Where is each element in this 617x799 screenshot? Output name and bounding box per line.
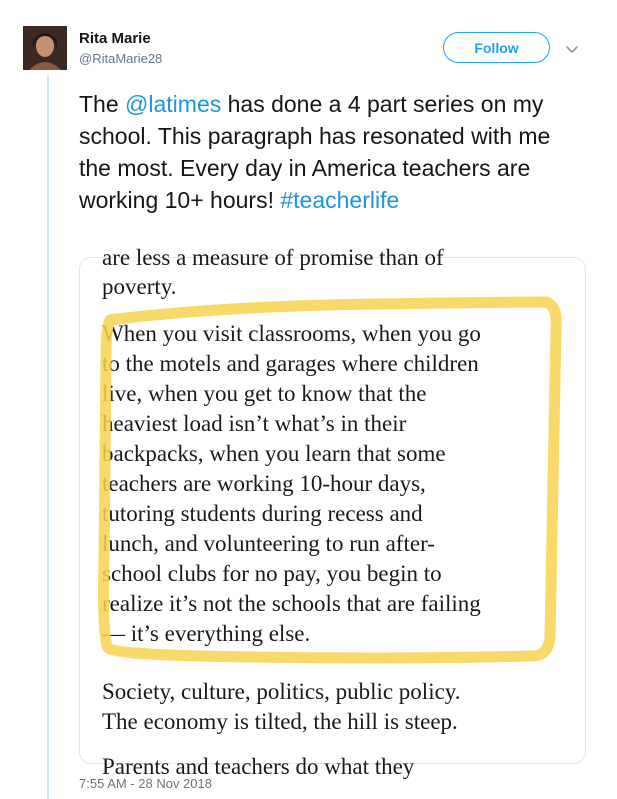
paragraph-line: Society, culture, politics, public policy. (102, 679, 461, 704)
user-handle[interactable]: @RitaMarie28 (79, 51, 163, 66)
paragraph-line: The economy is tilted, the hill is steep. (102, 709, 458, 734)
highlighted-paragraph (102, 319, 572, 649)
paragraph-line: school clubs for no pay, you begin to (102, 561, 442, 586)
paragraph-line: live, when you get to know that the (102, 381, 427, 406)
follow-button[interactable]: Follow (443, 32, 550, 63)
tweet-image[interactable] (79, 245, 586, 779)
paragraph-line: to the motels and garages where children (102, 351, 479, 376)
tweet-text-part: has done a 4 part series on my school. This paragraph has resonated with me the most. Every day in America teachers are working 10+ hours! (79, 91, 551, 213)
tweet-text-part: The (79, 91, 126, 117)
avatar[interactable] (23, 26, 67, 70)
next-paragraph (102, 677, 572, 737)
cut-top-line: are less a measure of promise than of (102, 245, 444, 270)
hashtag-link[interactable]: #teacherlife (280, 187, 400, 213)
paragraph-line: backpacks, when you learn that some (102, 441, 446, 466)
cut-bottom-line: Parents and teachers do what they (102, 754, 415, 779)
timestamp[interactable]: 7:55 AM - 28 Nov 2018 (79, 776, 212, 791)
mention-link[interactable]: @latimes (125, 91, 222, 117)
user-name[interactable]: Rita Marie (79, 30, 151, 47)
paragraph-line: tutoring students during recess and (102, 501, 423, 526)
tweet-text (79, 88, 579, 216)
paragraph-line: lunch, and volunteering to run after- (102, 531, 435, 556)
paragraph-line: When you visit classrooms, when you go (102, 321, 481, 346)
thread-line (47, 76, 49, 799)
paragraph-line: — it’s everything else. (102, 621, 311, 646)
paragraph-line: realize it’s not the schools that are failing (102, 591, 481, 616)
chevron-down-icon[interactable] (566, 42, 578, 54)
previous-paragraph: poverty. (102, 274, 177, 299)
paragraph-line: heaviest load isn’t what’s in their (102, 411, 407, 436)
paragraph-line: teachers are working 10-hour days, (102, 471, 426, 496)
